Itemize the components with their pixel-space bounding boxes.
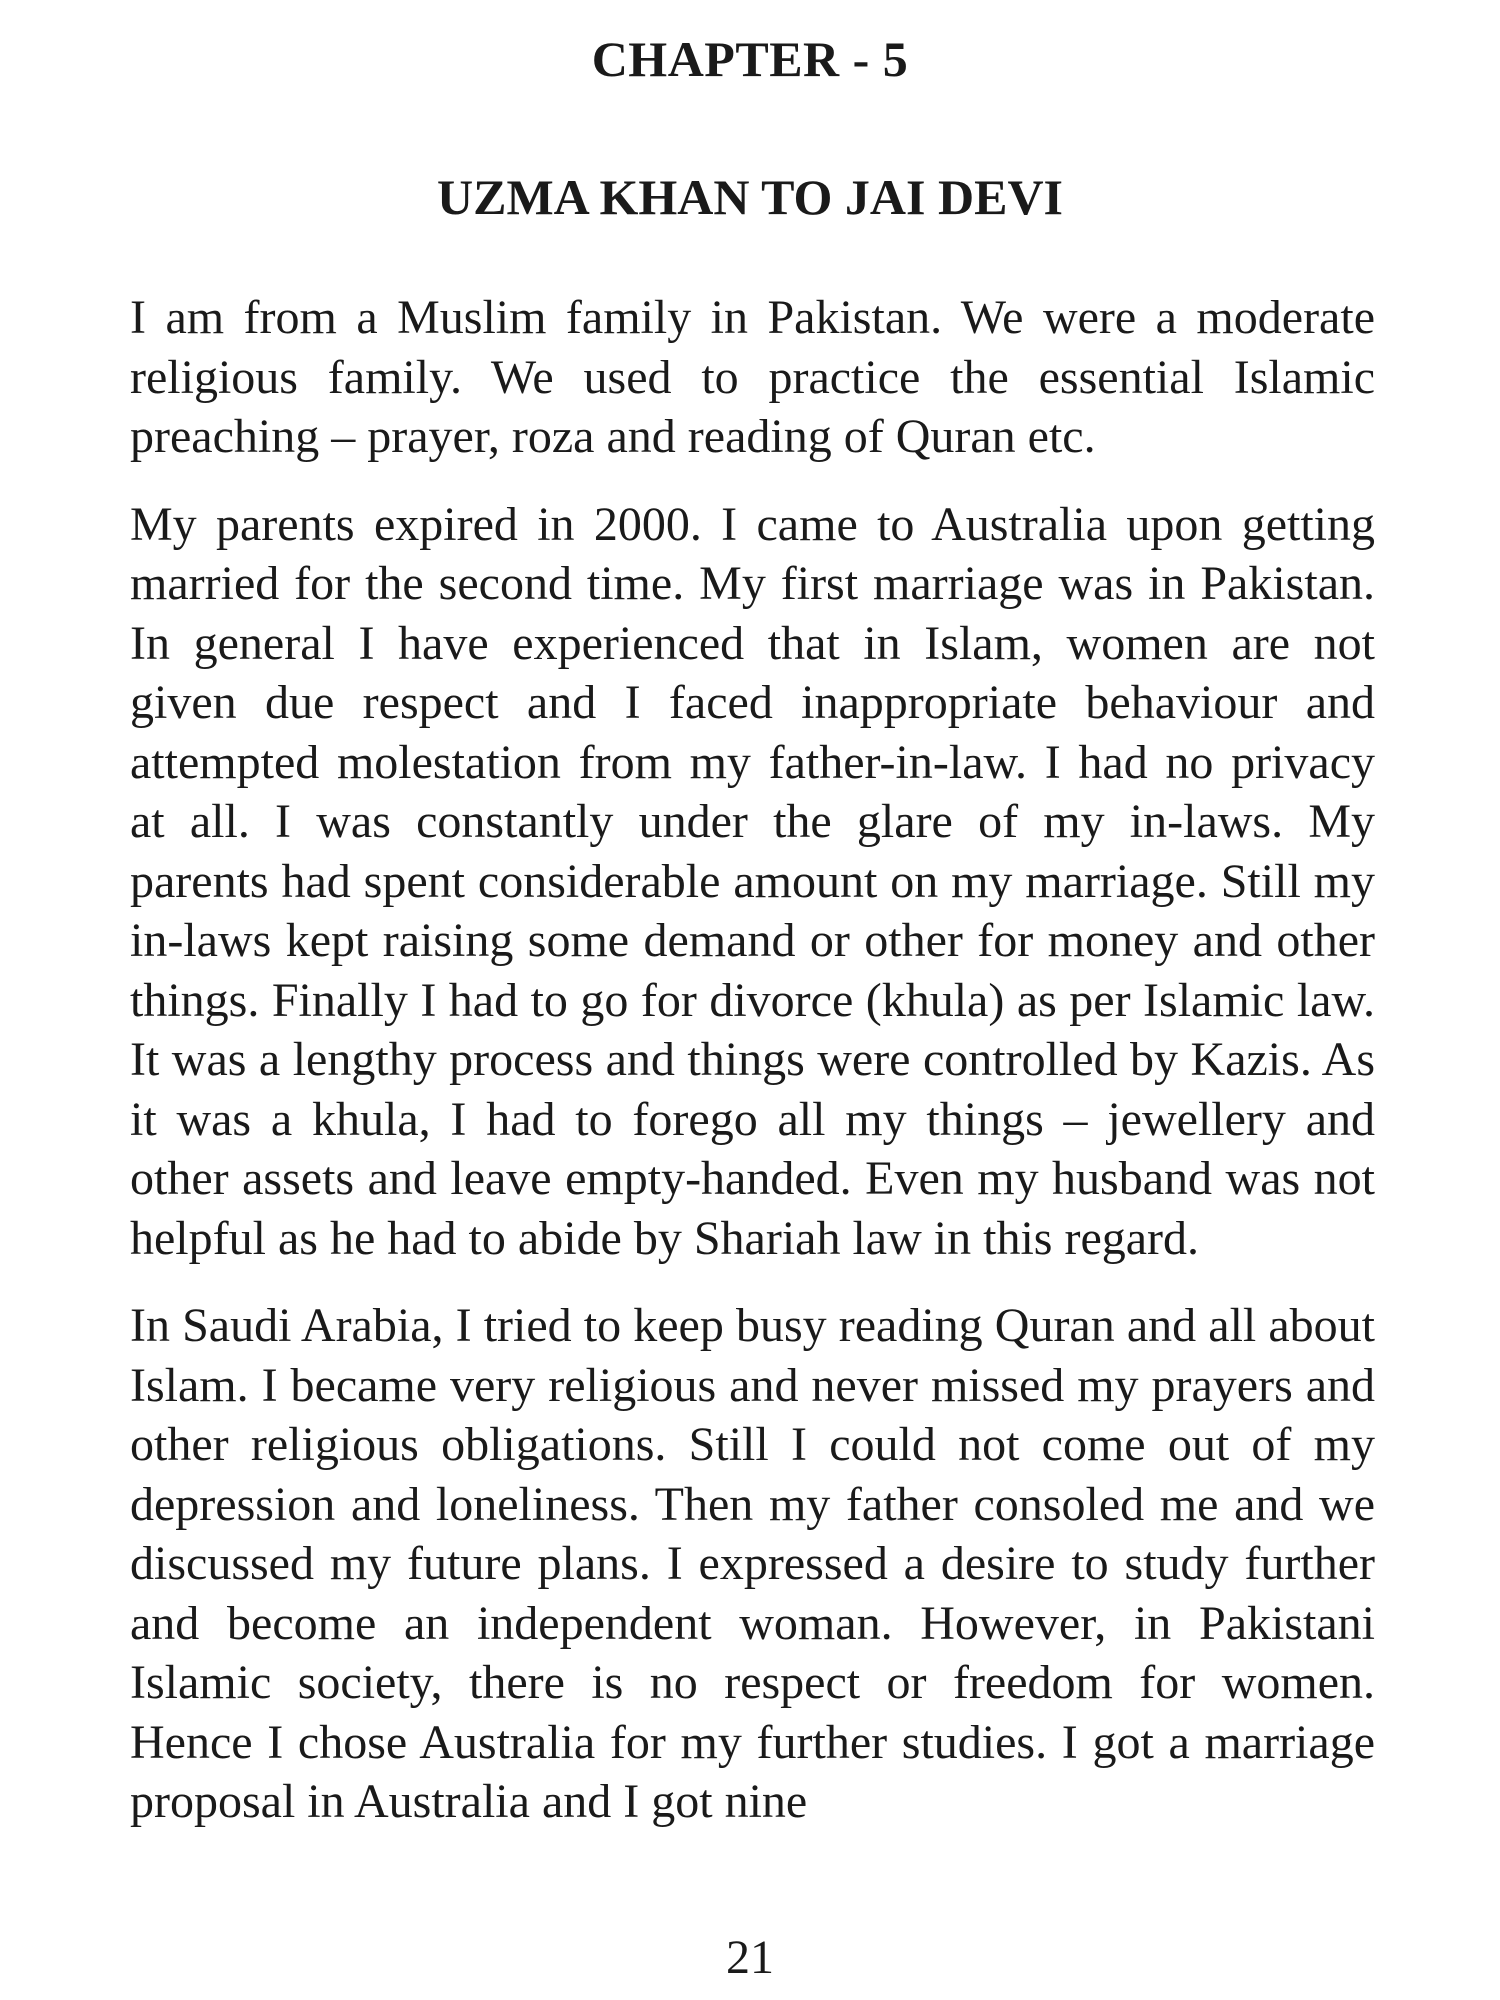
page-number: 21 — [726, 1931, 774, 1984]
paragraph-1: I am from a Muslim family in Pakistan. We were a moderate religious family. We used to practice the essential Islamic preaching – prayer, roza and reading of Quran etc. — [130, 291, 1375, 463]
chapter-number-heading: CHAPTER - 5 — [591, 31, 909, 87]
paragraph-3: In Saudi Arabia, I tried to keep busy reading Quran and all about Islam. I became very religious and never missed my prayers and other religious obligations. Still I could not come out of my depression and loneliness. Then my father consoled me and we discussed my future plans. I expressed a desire to study further and become an independent woman. However, in Pakistani Islamic society, there is no respect or freedom for women. Hence I chose Australia for my further studies. I got a marriage proposal in Australia and I got nine — [130, 1299, 1375, 1828]
paragraph-2: My parents expired in 2000. I came to Australia upon getting married for the second time. My first marriage was in Pakistan. In general I have experienced that in Islam, women are not given due respect and I faced inappropriate behaviour and attempted molestation from my father-in-law. I had no privacy at all. I was constantly under the glare of my in-laws. My parents had spent considerable amount on my marriage. Still my in-laws kept raising some demand or other for money and other things. Finally I had to go for divorce (khula) as per Islamic law. It was a lengthy process and things were controlled by Kazis. As it was a khula, I had to forego all my things – jewellery and other assets and leave empty-handed. Even my husband was not helpful as he had to abide by Shariah law in this regard. — [130, 497, 1375, 1265]
chapter-title: UZMA KHAN TO JAI DEVI — [436, 169, 1064, 225]
body-text — [130, 288, 1375, 1832]
